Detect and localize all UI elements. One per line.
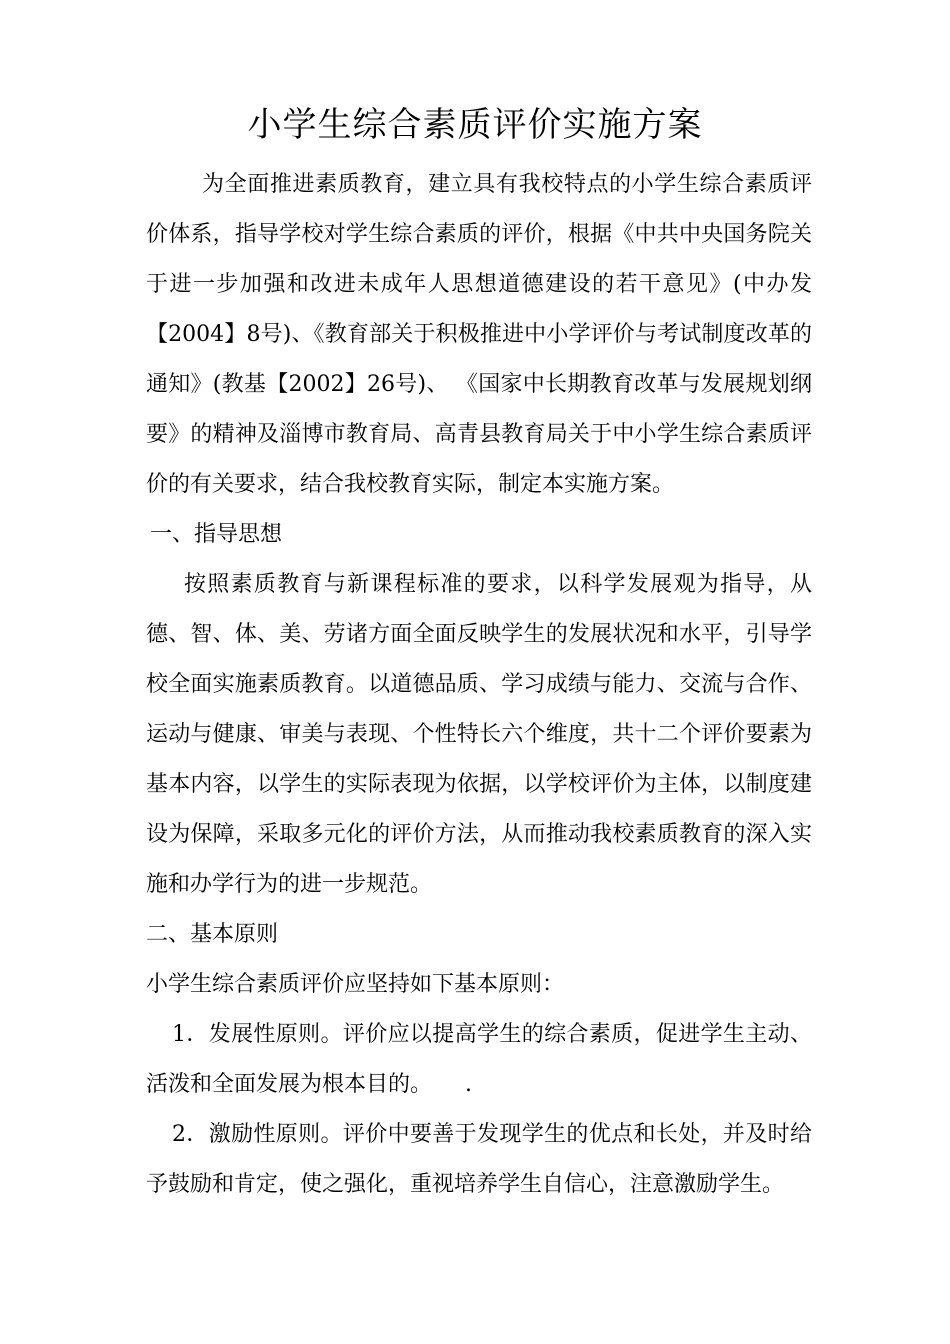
section-heading-basic-principles: 二、基本原则 <box>146 922 279 947</box>
basic-principles-intro: 小学生综合素质评价应坚持如下基本原则： <box>146 972 565 997</box>
document-body <box>146 160 812 1210</box>
intro-paragraph: 为全面推进素质教育，建立具有我校特点的小学生综合素质评价体系，指导学校对学生综合素质的评价，根据《中共中央国务院关于进一步加强和改进未成年人思想道德建设的若干意见》(中办发【2004】8号)、《教育部关于积极推进中小学评价与考试制度改革的通知》(教基【2002】26号)、 《国家中长期教育改革与发展规划纲要》的精神及淄博市教育局、高青县教育局关于中小学生综合素质评价的有关要求，结合我校教育实际，制定本实施方案。 <box>146 172 812 497</box>
document-title: 小学生综合素质评价实施方案 <box>247 105 703 145</box>
principle-item-development: 1．发展性原则。评价应以提高学生的综合素质，促进学生主动、活泼和全面发展为根本目的。 . <box>146 1022 812 1097</box>
principle-item-incentive: 2．激励性原则。评价中要善于发现学生的优点和长处，并及时给予鼓励和肯定，使之强化，重视培养学生自信心，注意激励学生。 <box>146 1122 812 1197</box>
guiding-thought-paragraph: 按照素质教育与新课程标准的要求，以科学发展观为指导，从德、智、体、美、劳诸方面全面反映学生的发展状况和水平，引导学校全面实施素质教育。以道德品质、学习成绩与能力、交流与合作、运动与健康、审美与表现、个性特长六个维度，共十二个评价要素为基本内容，以学生的实际表现为依据，以学校评价为主体，以制度建设为保障，采取多元化的评价方法，从而推动我校素质教育的深入实施和办学行为的进一步规范。 <box>146 572 812 897</box>
section-heading-guiding-thought: 一、指导思想 <box>150 522 283 547</box>
